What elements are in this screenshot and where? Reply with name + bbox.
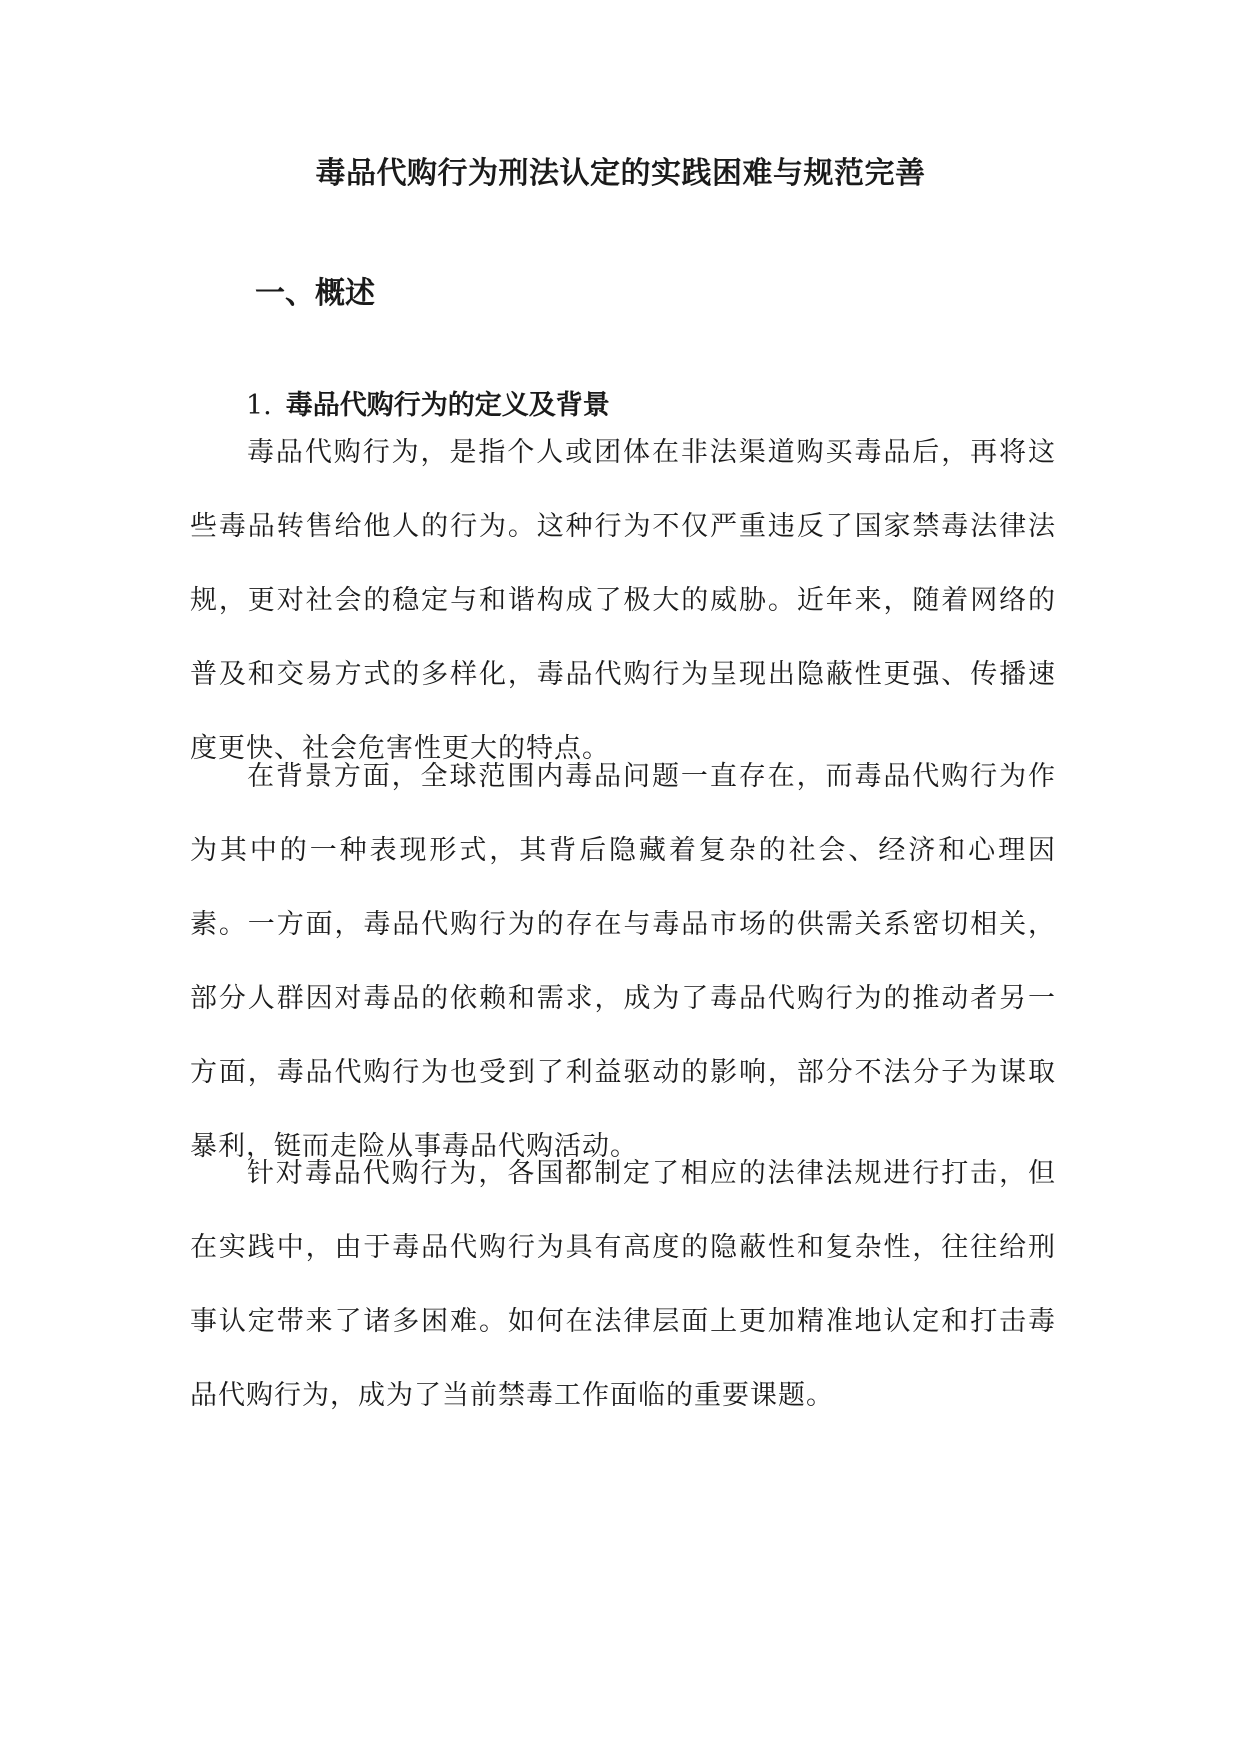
- body-paragraph: 在背景方面，全球范围内毒品问题一直存在，而毒品代购行为作为其中的一种表现形式，其背后隐藏着复杂的社会、经济和心理因素。一方面，毒品代购行为的存在与毒品市场的供需关系密切相关，部分人群因对毒品的依赖和需求，成为了毒品代购行为的推动者另一方面，毒品代购行为也受到了利益驱动的影响，部分不法分子为谋取暴利，铤而走险从事毒品代购活动。: [190, 761, 1056, 1162]
- subsection-title: 毒品代购行为的定义及背景: [285, 390, 610, 421]
- section-heading: 一、概述: [255, 276, 375, 311]
- subsection-number: 1.: [246, 390, 272, 421]
- body-paragraph: 毒品代购行为，是指个人或团体在非法渠道购买毒品后，再将这些毒品转售给他人的行为。这种行为不仅严重违反了国家禁毒法律法规，更对社会的稳定与和谐构成了极大的威胁。近年来，随着网络的普及和交易方式的多样化，毒品代购行为呈现出隐蔽性更强、传播速度更快、社会危害性更大的特点。: [190, 437, 1056, 764]
- body-paragraph-3-block: [190, 1137, 1056, 1433]
- body-paragraph-1-block: [190, 416, 1056, 786]
- body-paragraph: 针对毒品代购行为，各国都制定了相应的法律法规进行打击，但在实践中，由于毒品代购行为具有高度的隐蔽性和复杂性，往往给刑事认定带来了诸多困难。如何在法律层面上更加精准地认定和打击毒品代购行为，成为了当前禁毒工作面临的重要课题。: [190, 1158, 1056, 1411]
- body-paragraph-2-block: [190, 740, 1056, 1184]
- document-title: 毒品代购行为刑法认定的实践困难与规范完善: [315, 156, 926, 191]
